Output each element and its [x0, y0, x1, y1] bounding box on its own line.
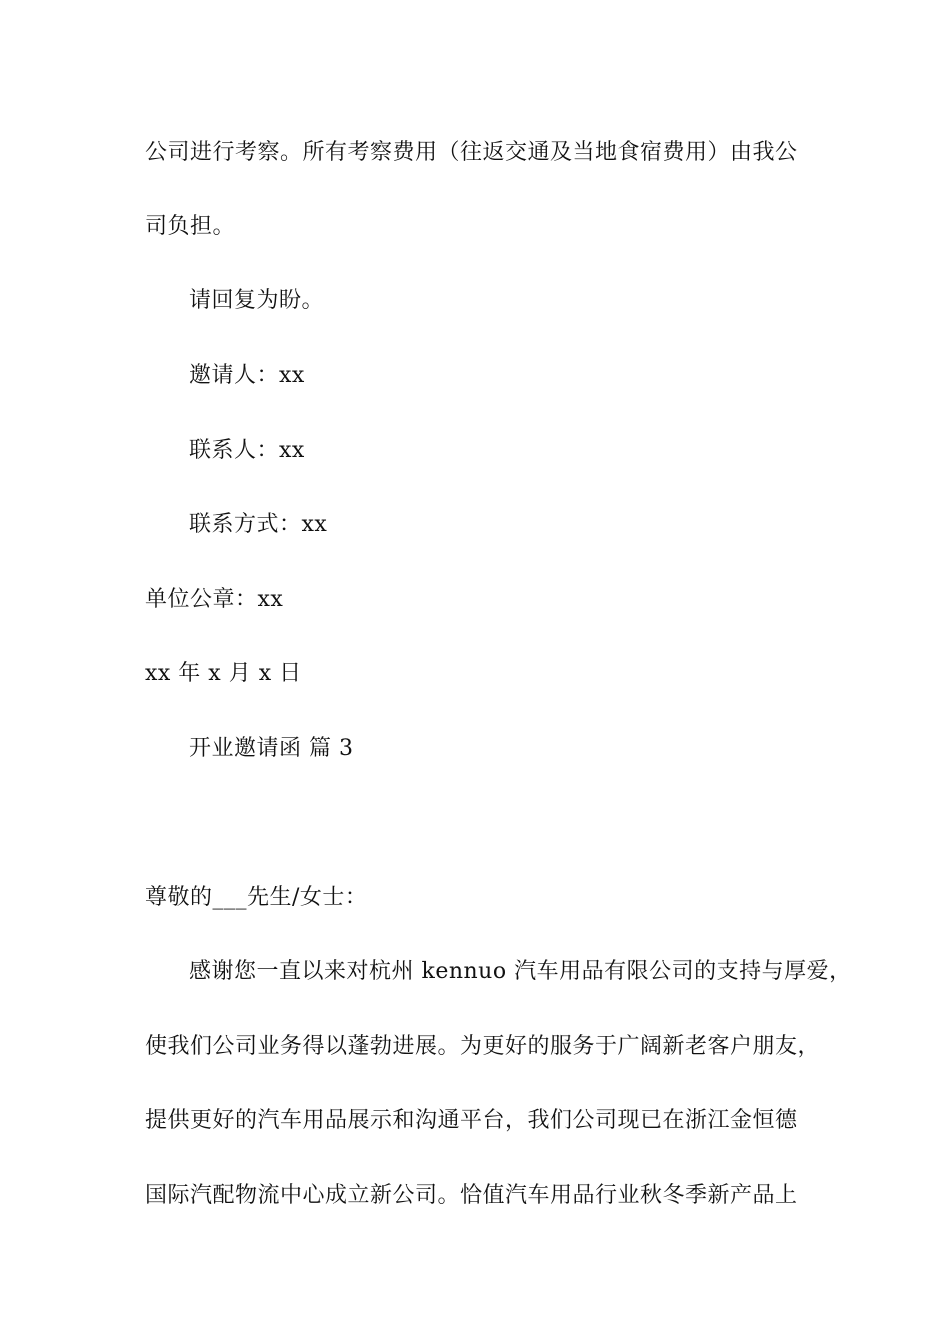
- paragraph-line: 公司进行考察。所有考察费用（往返交通及当地食宿费用）由我公: [145, 140, 798, 165]
- section-heading: 开业邀请函 篇 3: [189, 736, 354, 761]
- closing-request: 请回复为盼。: [189, 288, 325, 313]
- contact-method-line: 联系方式：xx: [189, 512, 328, 537]
- salutation: 尊敬的___先生/女士：: [145, 885, 368, 910]
- paragraph-line: 感谢您一直以来对杭州 kennuo 汽车用品有限公司的支持与厚爱，: [189, 959, 852, 984]
- paragraph-line: 提供更好的汽车用品展示和沟通平台，我们公司现已在浙江金恒德: [145, 1108, 798, 1133]
- contact-person-line: 联系人：xx: [189, 438, 305, 463]
- company-seal-line: 单位公章：xx: [145, 587, 284, 612]
- paragraph-line: 使我们公司业务得以蓬勃进展。为更好的服务于广阔新老客户朋友，: [145, 1034, 821, 1059]
- paragraph-line: 国际汽配物流中心成立新公司。恰值汽车用品行业秋冬季新产品上: [145, 1183, 798, 1208]
- date-line: xx 年 x 月 x 日: [145, 661, 302, 686]
- inviter-line: 邀请人：xx: [189, 363, 305, 388]
- paragraph-line: 司负担。: [145, 214, 236, 239]
